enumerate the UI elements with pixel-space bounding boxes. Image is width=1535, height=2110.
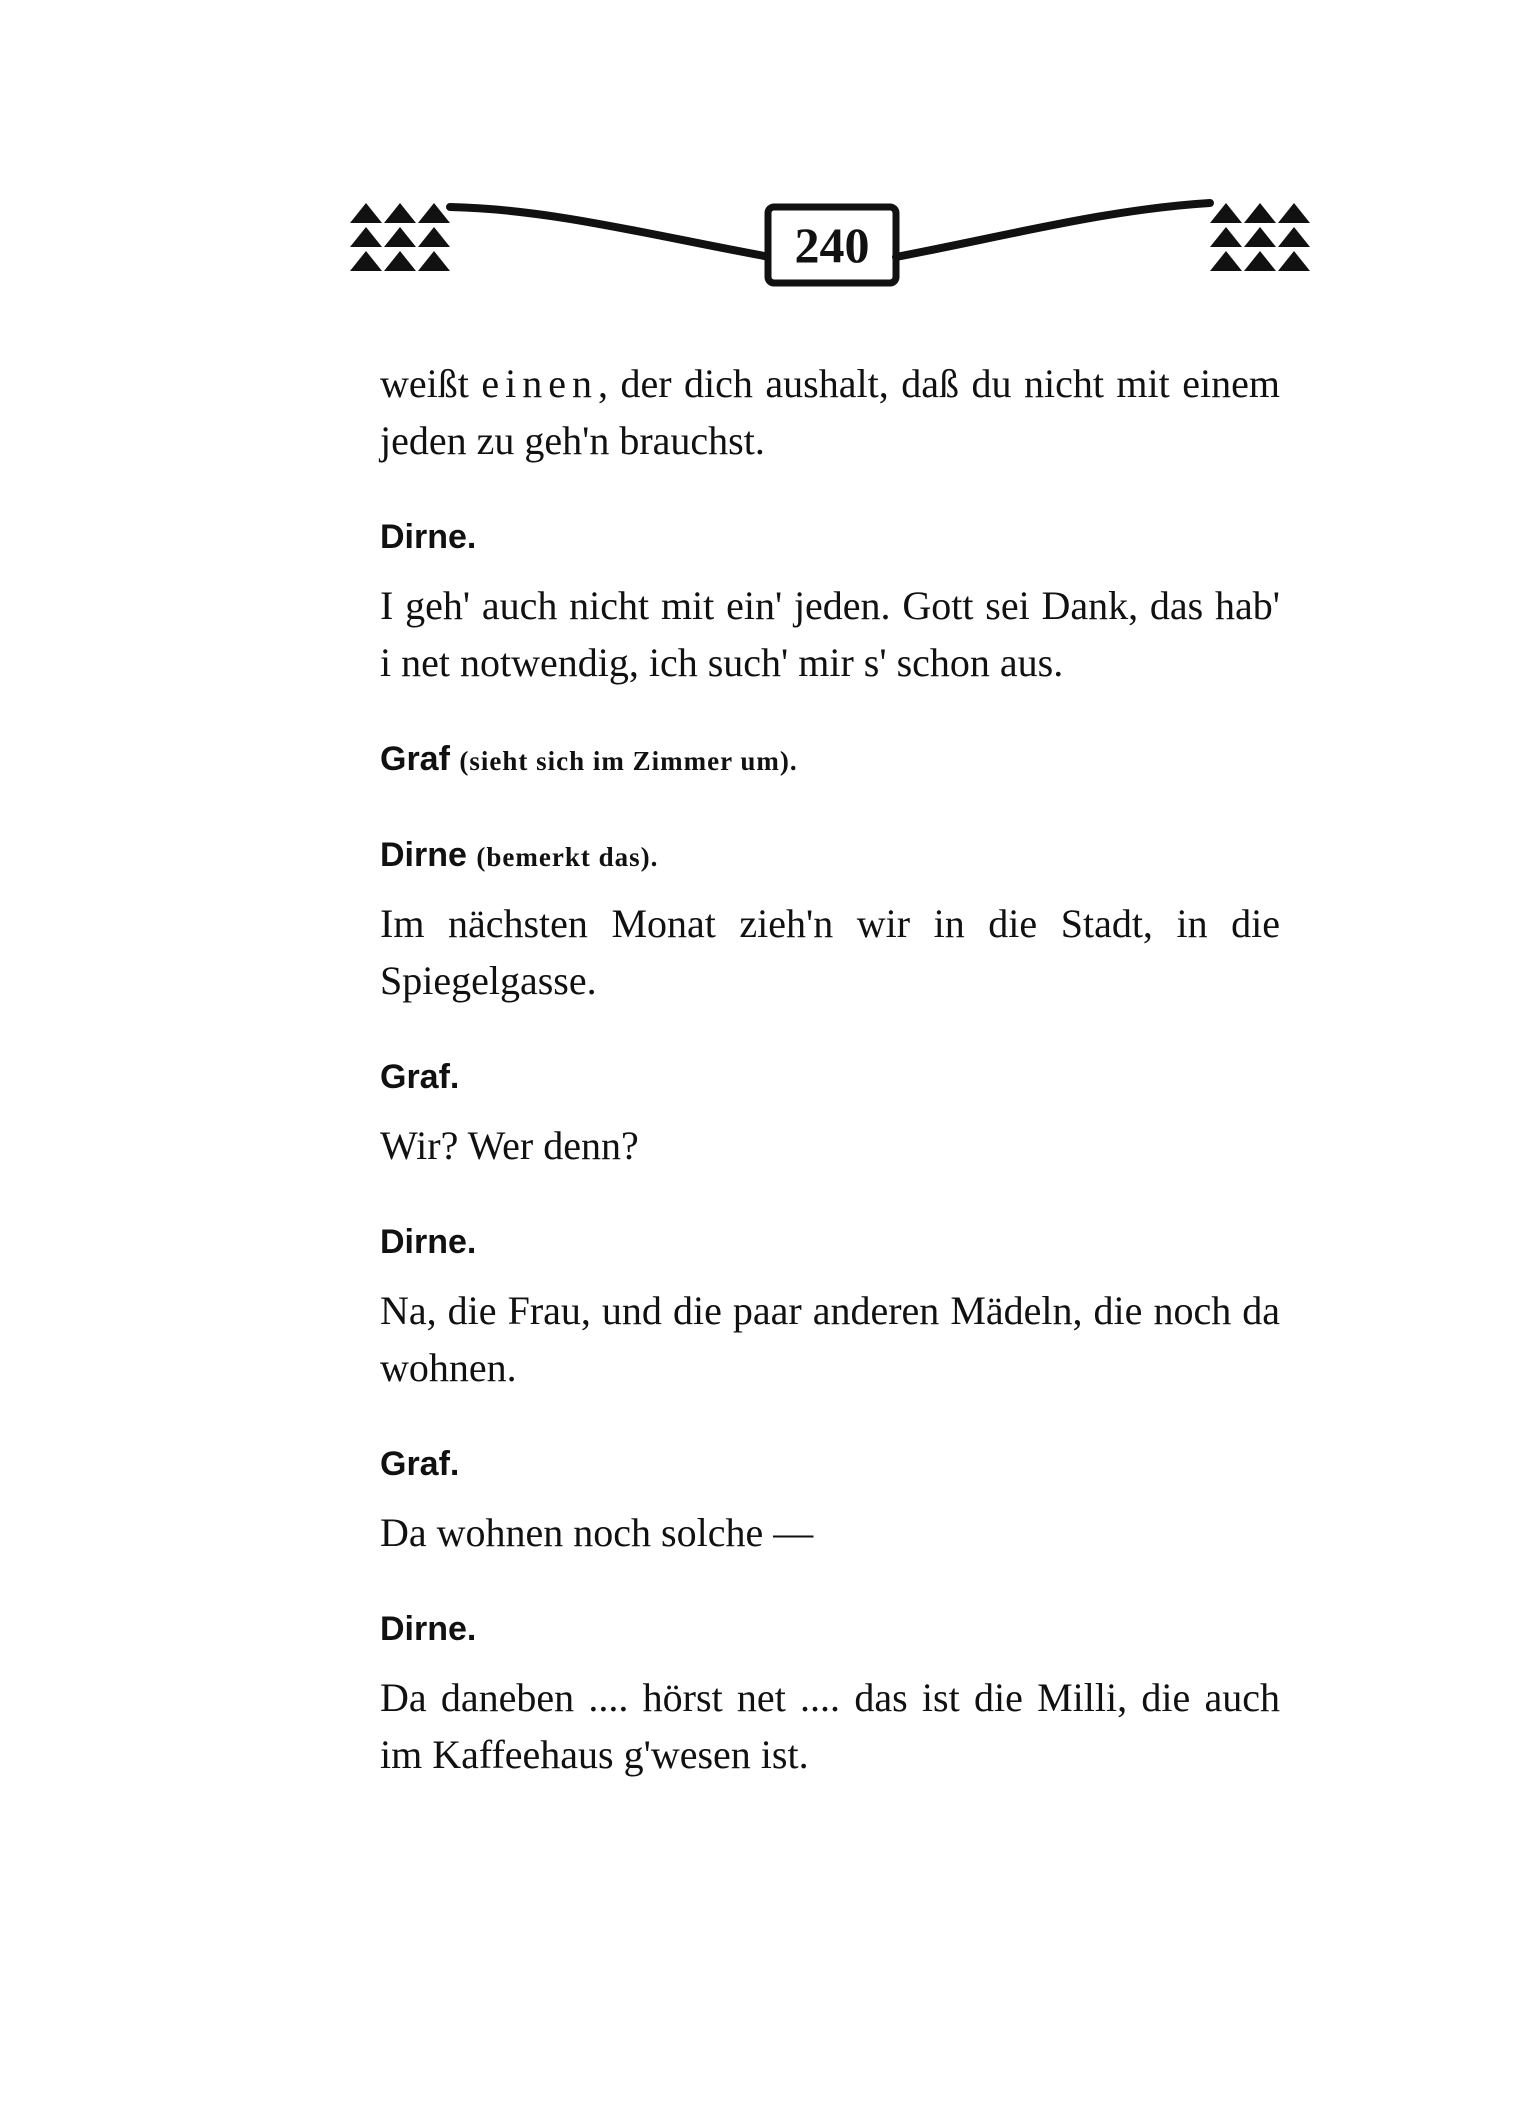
speaker-name: Dirne. <box>380 1223 477 1261</box>
page-number: 240 <box>794 217 870 273</box>
stage-direction: (sieht sich im Zimmer um). <box>459 746 798 776</box>
speech-text: Wir? Wer denn? <box>380 1123 639 1168</box>
page-body <box>380 355 1280 1783</box>
speech-text: Da daneben .... hörst net .... das ist die Milli, die auch im Kaffeehaus g'wesen ist. <box>380 1675 1280 1777</box>
speaker-name: Dirne. <box>380 1610 477 1648</box>
speaker-name: Graf <box>380 740 450 778</box>
speech-text-pre: weißt <box>380 361 482 406</box>
speech-text: I geh' auch nicht mit ein' jeden. Gott sei Dank, das hab' i net notwendig, ich such' mir s' schon aus. <box>380 583 1280 685</box>
speaker-name: Dirne <box>380 836 467 874</box>
speech-text: Na, die Frau, und die paar anderen Mädeln, die noch da wohnen. <box>380 1288 1280 1390</box>
speaker-line <box>380 735 1280 785</box>
speaker-name: Graf. <box>380 1445 460 1483</box>
speech-continued <box>380 355 1280 469</box>
stage-direction: (bemerkt das). <box>476 842 659 872</box>
speech-text: Im nächsten Monat zieh'n wir in die Stadt, in die Spiegelgasse. <box>380 901 1280 1003</box>
page-header <box>350 195 1310 305</box>
speech-text-post: , der dich aushalt, daß du nicht mit einem jeden zu geh'n brauchst. <box>380 361 1280 463</box>
speaker-name: Graf. <box>380 1058 460 1096</box>
speaker-name: Dirne. <box>380 518 477 556</box>
emphasized-word: einen <box>481 361 598 406</box>
spade-cluster-right-icon <box>1210 203 1310 271</box>
speech-text: Da wohnen noch solche — <box>380 1510 814 1555</box>
spade-cluster-left-icon <box>350 203 450 271</box>
speaker-line <box>380 831 1280 881</box>
